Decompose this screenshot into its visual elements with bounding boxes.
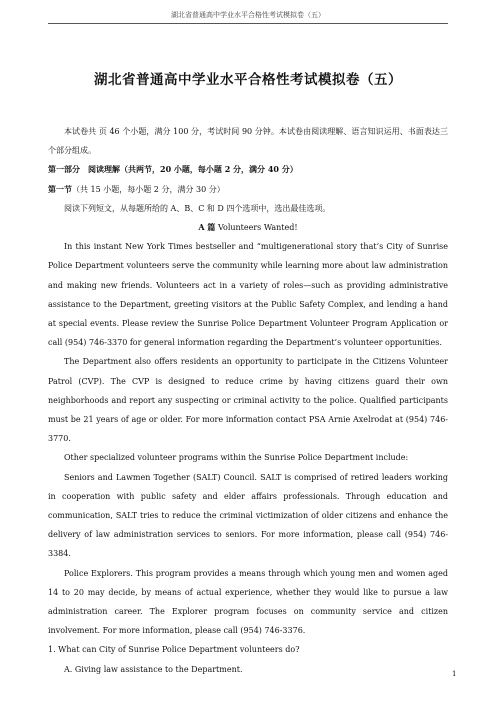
section-note: （共 15 小题，每小题 2 分，满分 30 分） [72,184,225,194]
header-divider [48,23,448,24]
passage-paragraph: Seniors and Lawmen Together (SALT) Council. SALT is comprised of retired leaders working in cooperation with public safety and elder affairs professionals. Through education and communication, SALT tries to reduce the criminal victimization of older citizens and enhance the delivery of law administration services to seniors. For more information, please call (954) 746-3384. [48,472,448,559]
passage-label: A 篇 [198,222,216,233]
question-option-a: A. Giving law assistance to the Department. [64,664,243,674]
passage-paragraph: In this instant New York Times bestseller and “multigenerational story that’s City of Sunrise Police Department volunteers serve the community while learning more about law administration and making new friends. Volunteers act in a variety of roles—such as providing administrative assistance to the Department, greeting visitors at the Public Safety Complex, and lending a hand at special events. Please review the Sunrise Police Department Volunteer Program Application or call (954) 746-3370 for general information regarding the Department’s volunteer opportunities. [48,242,448,348]
document-title: 湖北省普通高中学业水平合格性考试模拟卷（五） [94,72,402,88]
passage-paragraph: The Department also offers residents an opportunity to participate in the Citizens Volunteer Patrol (CVP). The CVP is designed to reduce crime by having citizens guard their own neighborhoods and report any suspecting or criminal activity to the police. Qualified participants must be 21 years of age or older. For more information contact PSA Arnie Axelrodat at (954) 746-3770. [48,357,448,444]
part-heading: 第一部分 阅读理解（共两节，20 小题，每小题 2 分，满分 40 分） [48,164,298,175]
intro-paragraph: 本试卷共 页 46 个小题，满分 100 分，考试时间 90 分钟。本试卷由阅读理解、语言知识运用、书面表达三个部分组成。 [48,127,448,156]
document-body [48,122,448,679]
directions-text: 阅读下列短文，从每题所给的 A、B、C 和 D 四个选项中，选出最佳选项。 [64,203,331,213]
passage-title: Volunteers Wanted! [217,223,298,233]
running-header: 湖北省普通高中学业水平合格性考试模拟卷（五） [171,11,325,19]
question-stem: 1. What can City of Sunrise Police Department volunteers do? [48,645,300,655]
page-number: 1 [452,670,457,678]
passage-paragraph: Police Explorers. This program provides a means through which young men and women aged 14 to 20 may decide, by means of actual experience, whether they would like to pursue a law administration career. The Explorer program focuses on community service and citizen involvement. For more information, please call (954) 746-3376. [48,568,448,636]
section-heading [48,180,448,199]
section-label: 第一节 [48,183,72,194]
passage-heading [48,218,448,237]
passage-paragraph: Other specialized volunteer programs within the Sunrise Police Department include: [64,453,409,463]
